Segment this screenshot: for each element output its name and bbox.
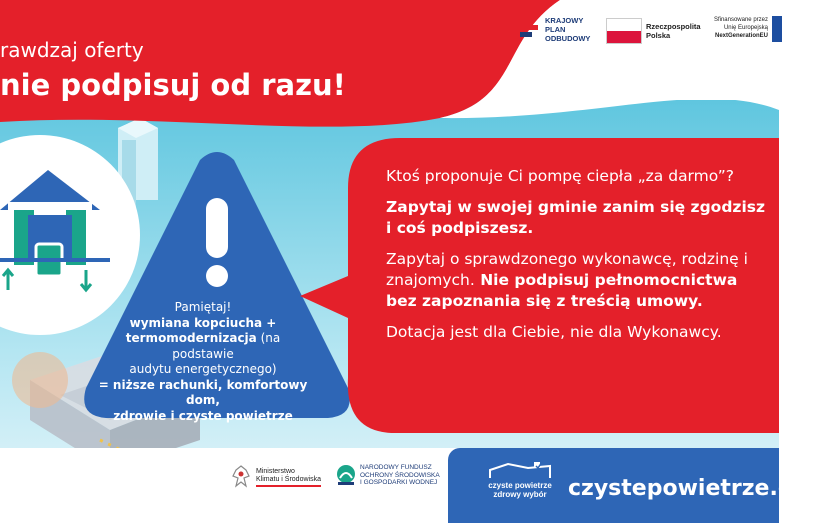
header-line-2: nie podpisuj od razu! [0, 68, 346, 102]
eu-text-1: Sfinansowane przez [713, 17, 768, 23]
rp-logo [606, 18, 706, 44]
warning-text [96, 300, 310, 424]
warning-line-3-bold: termomodernizacja [125, 331, 257, 345]
warning-line-4: audytu energetycznego) [129, 362, 277, 376]
rp-text-2: Polska [646, 31, 671, 40]
header-line-1: rawdzaj oferty [0, 38, 144, 62]
bubble-text [386, 166, 766, 353]
eu-logo [700, 16, 779, 44]
kpo-logo [520, 16, 600, 44]
bubble-p4: Dotacja jest dla Ciebie, nie dla Wykonawcy. [386, 323, 722, 341]
kpo-text-1: KRAJOWY [545, 16, 584, 25]
bubble-p3-bold: Nie podpisuj pełnomocnictwa bez zapoznania się z treścią umowy. [386, 271, 738, 310]
nfos-text-1: NARODOWY FUNDUSZ [360, 464, 432, 471]
bubble-p3 [386, 249, 766, 312]
bubble-p1: Ktoś proponuje Ci pompę ciepła „za darmo”? [386, 167, 734, 185]
warning-line-2: wymiana kopciucha + [129, 315, 277, 330]
nfos-icon [336, 464, 356, 486]
program-text-2: zdrowy wybór [493, 490, 547, 499]
ministry-text-2: Klimatu i Środowiska [256, 476, 321, 487]
exclamation-icon [206, 198, 228, 287]
eagle-emblem-icon [232, 464, 250, 488]
eu-flag-icon [772, 16, 782, 42]
polish-flag-icon [606, 18, 642, 44]
ministry-text-1: Ministerstwo [256, 468, 295, 475]
rp-text-1: Rzeczpospolita [646, 22, 701, 31]
ministry-logo [232, 462, 332, 492]
warning-line-5: = niższe rachunki, komfortowy dom, [98, 377, 308, 407]
program-logo [480, 462, 560, 506]
kpo-text-3: ODBUDOWY [545, 34, 591, 43]
website-url[interactable]: czystepowietrze.gov [568, 476, 823, 501]
eu-text-2: Unię Europejską [723, 25, 768, 31]
house-logo-icon [488, 462, 552, 480]
nfos-text-3: I GOSPODARKI WODNEJ [360, 479, 438, 486]
nfos-logo [336, 462, 446, 492]
program-text-1: czyste powietrze [488, 481, 552, 490]
warning-line-3-rest: (na podstawie [172, 331, 281, 361]
eu-text-3: NextGenerationEU [714, 33, 768, 39]
nfos-text-2: OCHRONY ŚRODOWISKA [360, 471, 440, 479]
bubble-p2: Zapytaj w swojej gminie zanim się zgodzisz i coś podpiszesz. [386, 198, 766, 237]
kpo-text-2: PLAN [545, 25, 566, 34]
warning-line-6: zdrowie i czyste powietrze [113, 408, 293, 423]
warning-line-3 [96, 331, 310, 362]
kpo-icon [520, 18, 540, 40]
bubble-p3-normal: Zapytaj o sprawdzonego wykonawcę, rodzinę i znajomych. [386, 250, 748, 289]
warning-line-1: Pamiętaj! [174, 300, 232, 314]
